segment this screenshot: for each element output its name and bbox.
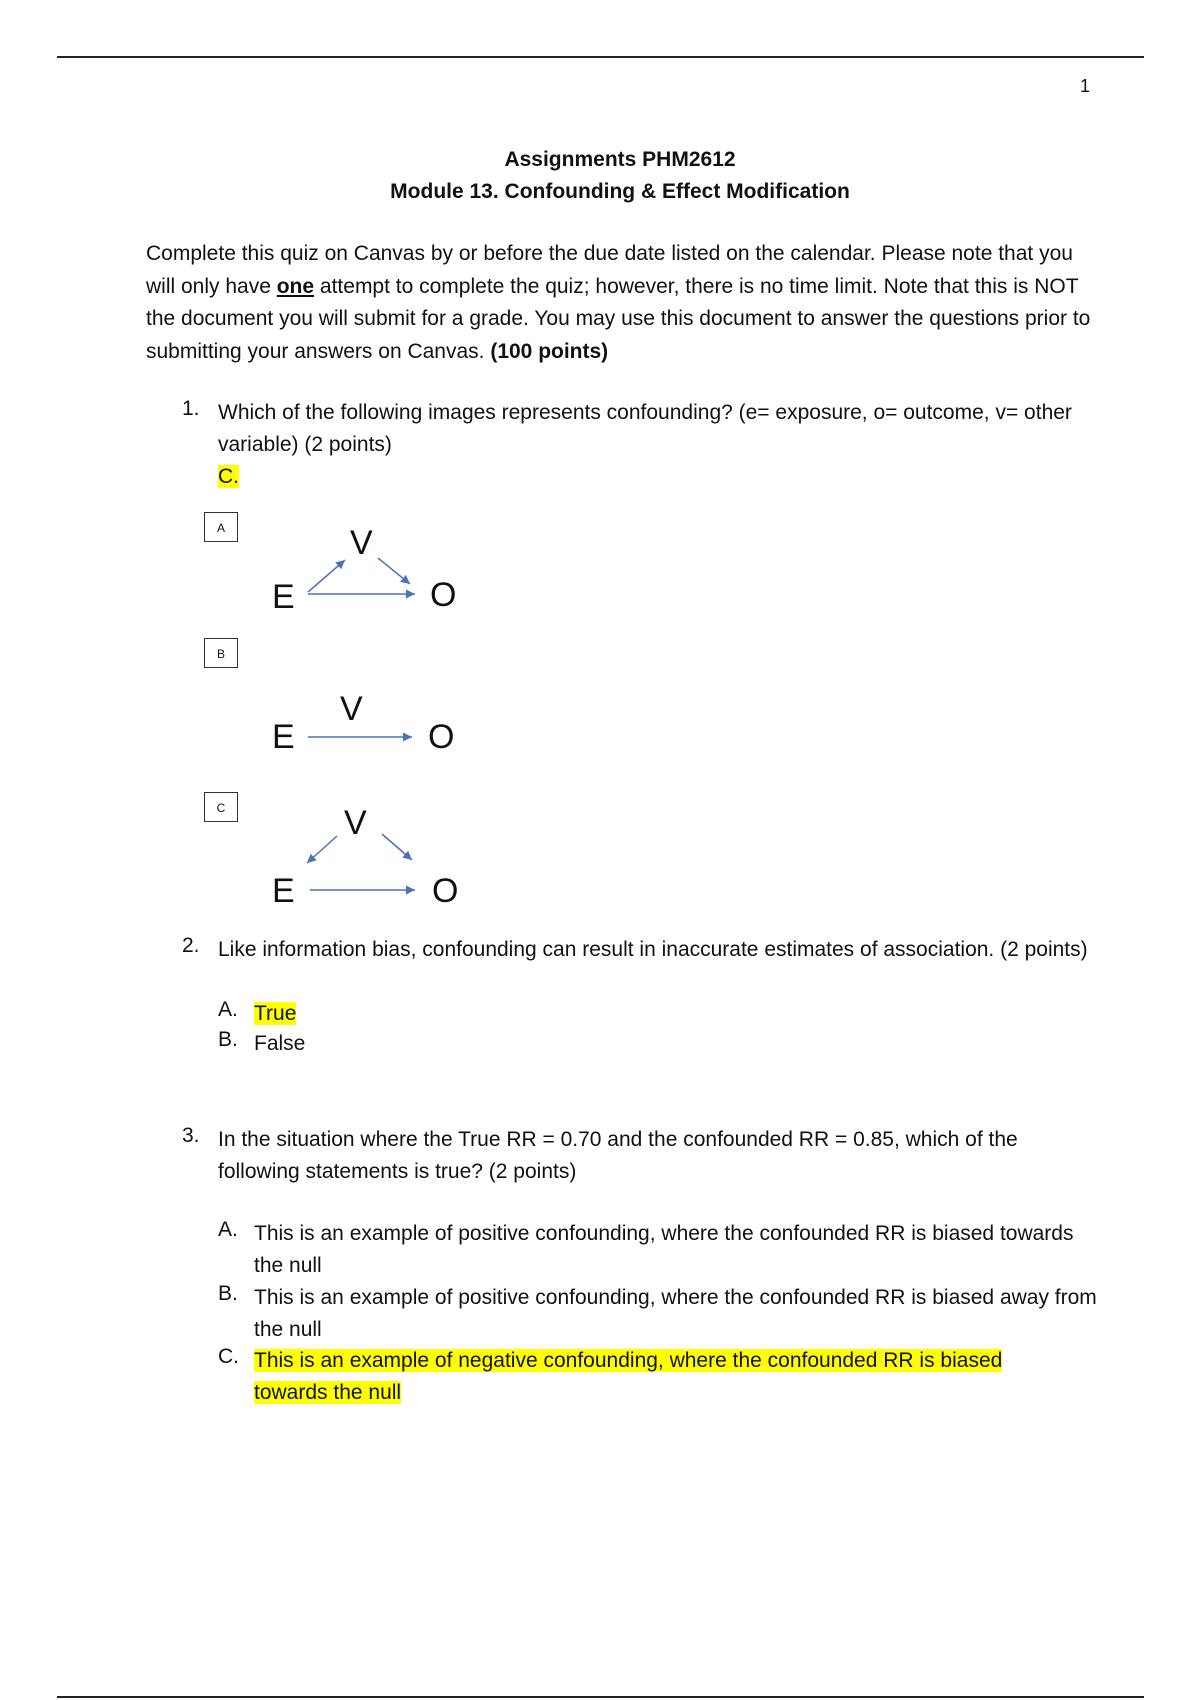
diagram-b-o: O (428, 718, 455, 756)
diagram-c (260, 798, 480, 918)
top-rule (57, 56, 1144, 58)
diagram-c-v: V (344, 804, 367, 842)
diagram-a-arrow-ev (308, 560, 345, 592)
document-title: Assignments PHM2612 (504, 148, 736, 171)
question-1-number: 1. (182, 397, 200, 420)
question-3-option-a-text: This is an example of positive confounding, where the confounded RR is biased towards the null (254, 1222, 1074, 1277)
diagram-a-arrow-vo (378, 558, 410, 584)
question-3-text: In the situation where the True RR = 0.70 and the confounded RR = 0.85, which of the following statements is true? (2 points) (218, 1128, 1018, 1183)
question-2-option-b-letter: B. (218, 1028, 238, 1051)
intro-paragraph (146, 238, 1096, 368)
question-2-option-a[interactable] (254, 998, 1104, 1030)
diagram-b-e: E (272, 718, 295, 756)
diagram-c-label: C (204, 792, 238, 822)
question-3-number: 3. (182, 1124, 200, 1147)
question-2-option-a-text: True (254, 1002, 297, 1025)
diagram-b-label: B (204, 638, 238, 668)
intro-text-2: attempt to complete the quiz; however, there is no time limit. Note that this is NOT the document you will submit for a grade. You may use this document to answer the questions prior to submitting your answers on Canvas. (146, 274, 1091, 363)
diagram-c-o: O (432, 872, 459, 910)
question-2-option-b-text: False (254, 1032, 306, 1055)
question-1-answer (218, 461, 239, 493)
diagram-c-arrow-vo (382, 834, 412, 860)
diagram-a (260, 512, 480, 632)
question-3-option-a[interactable] (254, 1218, 1104, 1282)
diagram-a-label: A (204, 512, 238, 542)
diagram-a-v: V (350, 524, 373, 562)
diagram-b-v: V (340, 690, 363, 728)
question-3-option-c[interactable] (254, 1345, 1054, 1409)
question-3-option-c-text: This is an example of negative confounding, where the confounded RR is biased towards the null (254, 1349, 1003, 1404)
page-number: 1 (1079, 76, 1090, 96)
intro-text-1: Complete this quiz on Canvas by or before the due date listed on the calendar. Please note that you will only have (146, 242, 1073, 298)
question-3-option-c-letter: C. (218, 1345, 239, 1368)
bottom-rule (57, 1696, 1144, 1698)
question-3-option-b[interactable] (254, 1282, 1104, 1346)
question-3-option-b-letter: B. (218, 1282, 238, 1305)
intro-points: (100 points) (490, 339, 609, 363)
diagram-c-e: E (272, 872, 295, 910)
diagram-b (260, 686, 480, 756)
question-2-number: 2. (182, 934, 200, 957)
intro-emphasis: one (276, 274, 315, 298)
question-1-text: Which of the following images represents confounding? (e= exposure, o= outcome, v= other variable) (2 points) (218, 401, 1072, 456)
diagram-a-o: O (430, 576, 457, 614)
question-2-text: Like information bias, confounding can result in inaccurate estimates of association. (2 points) (218, 938, 1088, 961)
question-2-option-a-letter: A. (218, 998, 238, 1021)
question-3-option-b-text: This is an example of positive confounding, where the confounded RR is biased away from the null (254, 1286, 1097, 1341)
question-3-option-a-letter: A. (218, 1218, 238, 1241)
document-subtitle: Module 13. Confounding & Effect Modification (390, 180, 850, 203)
question-2-option-b[interactable] (254, 1028, 1104, 1060)
diagram-c-arrow-ve (307, 836, 337, 863)
question-1-answer-highlight: C. (218, 465, 239, 488)
diagram-a-e: E (272, 578, 295, 616)
